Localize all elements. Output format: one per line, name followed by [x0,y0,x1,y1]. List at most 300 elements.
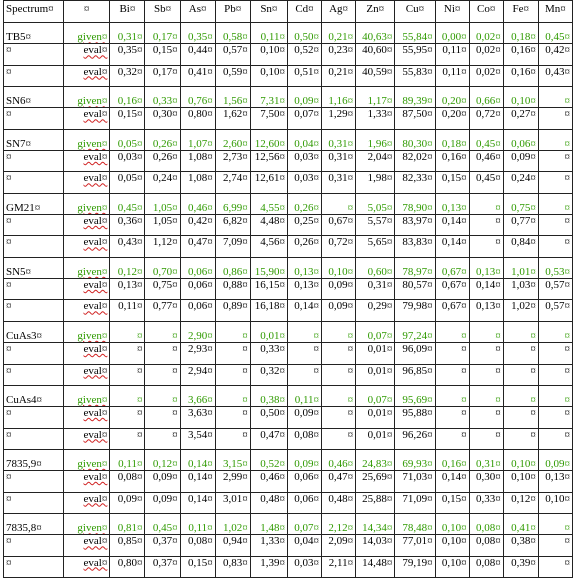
column-header: Ni¤ [435,1,469,23]
value-cell: 1,62¤ [215,108,250,129]
value-cell: 78,97¤ [395,257,435,278]
table-row [4,471,573,492]
row-type-cell [63,129,109,150]
value-cell: 0,13¤ [435,193,469,214]
value-cell: 16,18¤ [250,300,287,321]
row-type-label: given¤ [77,31,108,44]
value-cell: ¤ [435,364,469,385]
spectrum-name-cell: SN7¤ [4,129,64,150]
value-cell: 0,41¤ [180,65,215,86]
value-cell: 80,30¤ [395,129,435,150]
value-cell: 1,17¤ [356,87,395,108]
value-cell: 0,38¤ [503,535,538,556]
value-cell: 12,61¤ [250,172,287,193]
value-cell: 0,57¤ [215,44,250,65]
value-cell: 0,09¤ [287,407,321,428]
spectrum-table [3,0,573,578]
value-cell: ¤ [215,321,250,342]
value-cell: ¤ [110,428,145,449]
value-cell: 1,02¤ [503,300,538,321]
value-cell: ¤ [110,385,145,406]
row-type-cell [63,23,109,44]
value-cell: ¤ [538,364,572,385]
value-cell: 0,24¤ [503,172,538,193]
value-cell: ¤ [145,385,180,406]
value-cell: ¤ [145,407,180,428]
value-cell: 14,48¤ [356,556,395,577]
value-cell: 2,12¤ [322,513,356,534]
row-type-cell [63,449,109,470]
value-cell: ¤ [503,385,538,406]
value-cell: 0,15¤ [180,556,215,577]
value-cell: ¤ [469,321,503,342]
column-header: Pb¤ [215,1,250,23]
table-row [4,172,573,193]
value-cell: ¤ [110,321,145,342]
row-type-cell [63,236,109,257]
value-cell: 0,30¤ [145,108,180,129]
value-cell: 0,57¤ [538,279,572,300]
value-cell: 0,52¤ [250,449,287,470]
value-cell: 0,26¤ [287,193,321,214]
value-cell: 0,32¤ [250,364,287,385]
value-cell: 2,09¤ [322,535,356,556]
value-cell: ¤ [287,321,321,342]
table-row [4,108,573,129]
value-cell: 0,72¤ [469,108,503,129]
value-cell: 79,98¤ [395,300,435,321]
value-cell: 0,45¤ [538,23,572,44]
value-cell: ¤ [469,407,503,428]
value-cell: ¤ [503,428,538,449]
value-cell: 0,18¤ [435,129,469,150]
value-cell: 0,77¤ [145,300,180,321]
value-cell: ¤ [435,321,469,342]
value-cell: ¤ [503,407,538,428]
row-type-label: eval¤ [83,44,108,57]
value-cell: 0,47¤ [322,471,356,492]
table-row [4,257,573,278]
value-cell: 0,08¤ [110,471,145,492]
value-cell: 0,59¤ [215,65,250,86]
value-cell: ¤ [538,87,572,108]
table-row [4,129,573,150]
table-row [4,492,573,513]
value-cell: 0,36¤ [110,215,145,236]
table-row [4,428,573,449]
value-cell: 40,60¤ [356,44,395,65]
value-cell: 0,13¤ [110,279,145,300]
value-cell: 0,14¤ [469,279,503,300]
value-cell: 0,03¤ [287,556,321,577]
value-cell: ¤ [110,343,145,364]
row-type-cell [63,300,109,321]
row-type-cell [63,556,109,577]
value-cell: 0,80¤ [180,108,215,129]
row-type-label: eval¤ [83,151,108,164]
value-cell: 1,29¤ [322,108,356,129]
row-type-cell [63,471,109,492]
value-cell: 0,06¤ [287,492,321,513]
value-cell: 0,06¤ [180,257,215,278]
value-cell: 0,70¤ [145,257,180,278]
spectrum-name-cell: ¤ [4,364,64,385]
row-type-cell [63,385,109,406]
value-cell: 1,98¤ [356,172,395,193]
value-cell: 1,39¤ [250,556,287,577]
row-type-label: eval¤ [83,65,108,78]
value-cell: 1,08¤ [180,172,215,193]
row-type-cell [63,535,109,556]
value-cell: 0,72¤ [322,236,356,257]
value-cell: 0,14¤ [180,492,215,513]
value-cell: ¤ [538,129,572,150]
value-cell: 0,81¤ [110,513,145,534]
value-cell: 0,53¤ [538,257,572,278]
value-cell: ¤ [322,364,356,385]
row-type-label: given¤ [77,138,108,151]
value-cell: 0,41¤ [503,513,538,534]
value-cell: ¤ [215,407,250,428]
value-cell: ¤ [503,364,538,385]
value-cell: ¤ [538,172,572,193]
value-cell: ¤ [435,428,469,449]
row-type-label: eval¤ [83,279,108,292]
value-cell: 0,16¤ [435,151,469,172]
value-cell: 0,11¤ [110,300,145,321]
row-type-cell [63,44,109,65]
spectrum-name-cell: ¤ [4,172,64,193]
value-cell: 89,39¤ [395,87,435,108]
value-cell: 2,94¤ [180,364,215,385]
value-cell: 71,09¤ [395,492,435,513]
value-cell: ¤ [538,385,572,406]
spectrum-name-cell: ¤ [4,300,64,321]
value-cell: ¤ [145,321,180,342]
row-type-cell [63,279,109,300]
table-row [4,215,573,236]
value-cell: 0,88¤ [215,279,250,300]
value-cell: 0,10¤ [503,87,538,108]
value-cell: 0,21¤ [322,23,356,44]
column-header: Cd¤ [287,1,321,23]
value-cell: ¤ [538,321,572,342]
value-cell: 2,04¤ [356,151,395,172]
value-cell: 0,20¤ [435,87,469,108]
value-cell: 0,77¤ [503,215,538,236]
spectrum-name-cell: GM21¤ [4,193,64,214]
spectrum-name-cell: ¤ [4,535,64,556]
spectrum-name-cell: ¤ [4,471,64,492]
value-cell: 1,48¤ [250,513,287,534]
spectrum-name-cell: ¤ [4,407,64,428]
value-cell: 0,45¤ [469,129,503,150]
row-type-label: eval¤ [83,428,108,441]
value-cell: ¤ [538,236,572,257]
value-cell: ¤ [215,385,250,406]
value-cell: 25,88¤ [356,492,395,513]
value-cell: 0,05¤ [110,129,145,150]
value-cell: 24,83¤ [356,449,395,470]
value-cell: 0,10¤ [435,535,469,556]
spectrum-name-cell: ¤ [4,215,64,236]
value-cell: ¤ [215,364,250,385]
value-cell: 0,67¤ [435,300,469,321]
value-cell: ¤ [469,215,503,236]
value-cell: 1,07¤ [180,129,215,150]
value-cell: ¤ [287,364,321,385]
value-cell: 96,26¤ [395,428,435,449]
value-cell: 0,14¤ [435,215,469,236]
table-row [4,385,573,406]
value-cell: 0,18¤ [503,23,538,44]
value-cell: 95,69¤ [395,385,435,406]
table-row [4,87,573,108]
spectrum-name-cell: ¤ [4,151,64,172]
value-cell: ¤ [322,428,356,449]
value-cell: 4,56¤ [250,236,287,257]
value-cell: 0,83¤ [215,556,250,577]
value-cell: 12,60¤ [250,129,287,150]
row-type-cell [63,215,109,236]
spectrum-name-cell: CuAs3¤ [4,321,64,342]
value-cell: 0,01¤ [356,428,395,449]
value-cell: ¤ [503,321,538,342]
value-cell: 25,69¤ [356,471,395,492]
value-cell: 0,42¤ [538,44,572,65]
value-cell: 0,16¤ [503,44,538,65]
value-cell: 0,47¤ [180,236,215,257]
header-row [4,1,573,23]
value-cell: 71,03¤ [395,471,435,492]
value-cell: 3,54¤ [180,428,215,449]
value-cell: 0,17¤ [145,23,180,44]
value-cell: 0,10¤ [435,513,469,534]
value-cell: 0,02¤ [469,65,503,86]
value-cell: 0,31¤ [322,129,356,150]
value-cell: ¤ [322,407,356,428]
spectrum-name-cell: ¤ [4,279,64,300]
value-cell: 0,23¤ [322,44,356,65]
value-cell: 0,67¤ [322,215,356,236]
value-cell: 0,12¤ [110,257,145,278]
row-type-cell [63,492,109,513]
value-cell: 3,63¤ [180,407,215,428]
row-type-cell [63,151,109,172]
value-cell: ¤ [215,428,250,449]
value-cell: 0,09¤ [287,87,321,108]
value-cell: ¤ [538,108,572,129]
value-cell: 0,35¤ [110,44,145,65]
value-cell: 0,46¤ [250,471,287,492]
table-row [4,407,573,428]
value-cell: 0,35¤ [180,23,215,44]
value-cell: 0,20¤ [435,108,469,129]
value-cell: 0,06¤ [503,129,538,150]
row-type-label: eval¤ [83,172,108,185]
spectrum-name-cell: 7835,8¤ [4,513,64,534]
value-cell: 0,57¤ [538,300,572,321]
value-cell: ¤ [435,343,469,364]
value-cell: 0,15¤ [145,44,180,65]
spectrum-name-cell: ¤ [4,65,64,86]
value-cell: 0,94¤ [215,535,250,556]
value-cell: 7,31¤ [250,87,287,108]
value-cell: 1,33¤ [356,108,395,129]
value-cell: 0,43¤ [110,236,145,257]
row-type-cell [63,428,109,449]
spectrum-name-cell: ¤ [4,428,64,449]
value-cell: 0,08¤ [287,428,321,449]
column-header: Bi¤ [110,1,145,23]
table-row [4,535,573,556]
value-cell: 0,38¤ [250,385,287,406]
value-cell: 0,14¤ [287,300,321,321]
value-cell: 0,46¤ [180,193,215,214]
value-cell: 0,39¤ [503,556,538,577]
value-cell: 0,10¤ [503,471,538,492]
value-cell: 80,57¤ [395,279,435,300]
value-cell: 0,37¤ [145,535,180,556]
value-cell: 0,46¤ [469,151,503,172]
table-row [4,300,573,321]
value-cell: 82,02¤ [395,151,435,172]
value-cell: ¤ [469,428,503,449]
value-cell: 0,76¤ [180,87,215,108]
value-cell: 14,03¤ [356,535,395,556]
spectrum-name-cell: ¤ [4,343,64,364]
value-cell: 55,83¤ [395,65,435,86]
value-cell: ¤ [435,407,469,428]
row-type-cell [63,513,109,534]
value-cell: ¤ [469,193,503,214]
value-cell: ¤ [538,343,572,364]
value-cell: 2,73¤ [215,151,250,172]
value-cell: 83,97¤ [395,215,435,236]
value-cell: 0,06¤ [287,471,321,492]
value-cell: 0,16¤ [435,449,469,470]
value-cell: ¤ [469,364,503,385]
value-cell: 4,55¤ [250,193,287,214]
value-cell: 0,31¤ [469,449,503,470]
value-cell: 55,84¤ [395,23,435,44]
row-type-label: eval¤ [83,364,108,377]
value-cell: 0,10¤ [322,257,356,278]
row-type-label: given¤ [77,202,108,215]
value-cell: 0,37¤ [145,556,180,577]
column-header: ¤ [63,1,109,23]
value-cell: 2,93¤ [180,343,215,364]
column-header: Mn¤ [538,1,572,23]
value-cell: 0,07¤ [287,513,321,534]
value-cell: 0,48¤ [250,492,287,513]
value-cell: ¤ [322,193,356,214]
value-cell: 0,21¤ [322,65,356,86]
column-header: Fe¤ [503,1,538,23]
value-cell: ¤ [538,513,572,534]
table-row [4,449,573,470]
value-cell: 2,11¤ [322,556,356,577]
value-cell: 0,24¤ [145,172,180,193]
table-row [4,44,573,65]
value-cell: 0,14¤ [435,236,469,257]
value-cell: 83,83¤ [395,236,435,257]
value-cell: 0,01¤ [250,321,287,342]
table-body [4,23,573,578]
table-row [4,151,573,172]
value-cell: 0,15¤ [110,108,145,129]
value-cell: 0,13¤ [538,471,572,492]
value-cell: 0,17¤ [145,65,180,86]
row-type-cell [63,364,109,385]
value-cell: 14,34¤ [356,513,395,534]
row-type-cell [63,407,109,428]
value-cell: 0,13¤ [287,257,321,278]
column-header: Sb¤ [145,1,180,23]
table-row [4,343,573,364]
value-cell: 1,33¤ [250,535,287,556]
value-cell: 0,33¤ [469,492,503,513]
value-cell: 1,16¤ [322,87,356,108]
value-cell: 0,07¤ [287,108,321,129]
value-cell: 0,42¤ [180,215,215,236]
value-cell: 0,10¤ [435,556,469,577]
value-cell: 0,15¤ [435,172,469,193]
value-cell: 0,75¤ [503,193,538,214]
row-type-label: eval¤ [83,492,108,505]
value-cell: 0,14¤ [180,449,215,470]
value-cell: 1,01¤ [503,257,538,278]
value-cell: ¤ [110,364,145,385]
value-cell: 0,09¤ [110,492,145,513]
row-type-cell [63,343,109,364]
row-type-label: eval¤ [83,215,108,228]
value-cell: ¤ [287,343,321,364]
value-cell: 0,45¤ [469,172,503,193]
spectrum-name-cell: SN5¤ [4,257,64,278]
value-cell: 0,11¤ [110,449,145,470]
row-type-label: eval¤ [83,471,108,484]
value-cell: 7,50¤ [250,108,287,129]
value-cell: ¤ [538,428,572,449]
value-cell: 0,00¤ [435,23,469,44]
value-cell: 0,47¤ [250,428,287,449]
value-cell: ¤ [538,215,572,236]
value-cell: 0,11¤ [180,513,215,534]
value-cell: 0,03¤ [287,172,321,193]
row-type-label: eval¤ [83,343,108,356]
value-cell: 0,27¤ [503,108,538,129]
value-cell: 0,30¤ [469,471,503,492]
spectrum-name-cell: CuAs4¤ [4,385,64,406]
value-cell: 7,09¤ [215,236,250,257]
value-cell: 0,46¤ [322,449,356,470]
value-cell: 79,19¤ [395,556,435,577]
value-cell: 0,10¤ [250,44,287,65]
column-header: Co¤ [469,1,503,23]
value-cell: 0,01¤ [356,343,395,364]
value-cell: 0,43¤ [538,65,572,86]
value-cell: 0,09¤ [322,279,356,300]
value-cell: 1,02¤ [215,513,250,534]
value-cell: ¤ [503,343,538,364]
value-cell: 82,33¤ [395,172,435,193]
value-cell: 0,14¤ [180,471,215,492]
value-cell: 0,85¤ [110,535,145,556]
value-cell: 87,50¤ [395,108,435,129]
value-cell: ¤ [145,428,180,449]
value-cell: 0,33¤ [250,343,287,364]
